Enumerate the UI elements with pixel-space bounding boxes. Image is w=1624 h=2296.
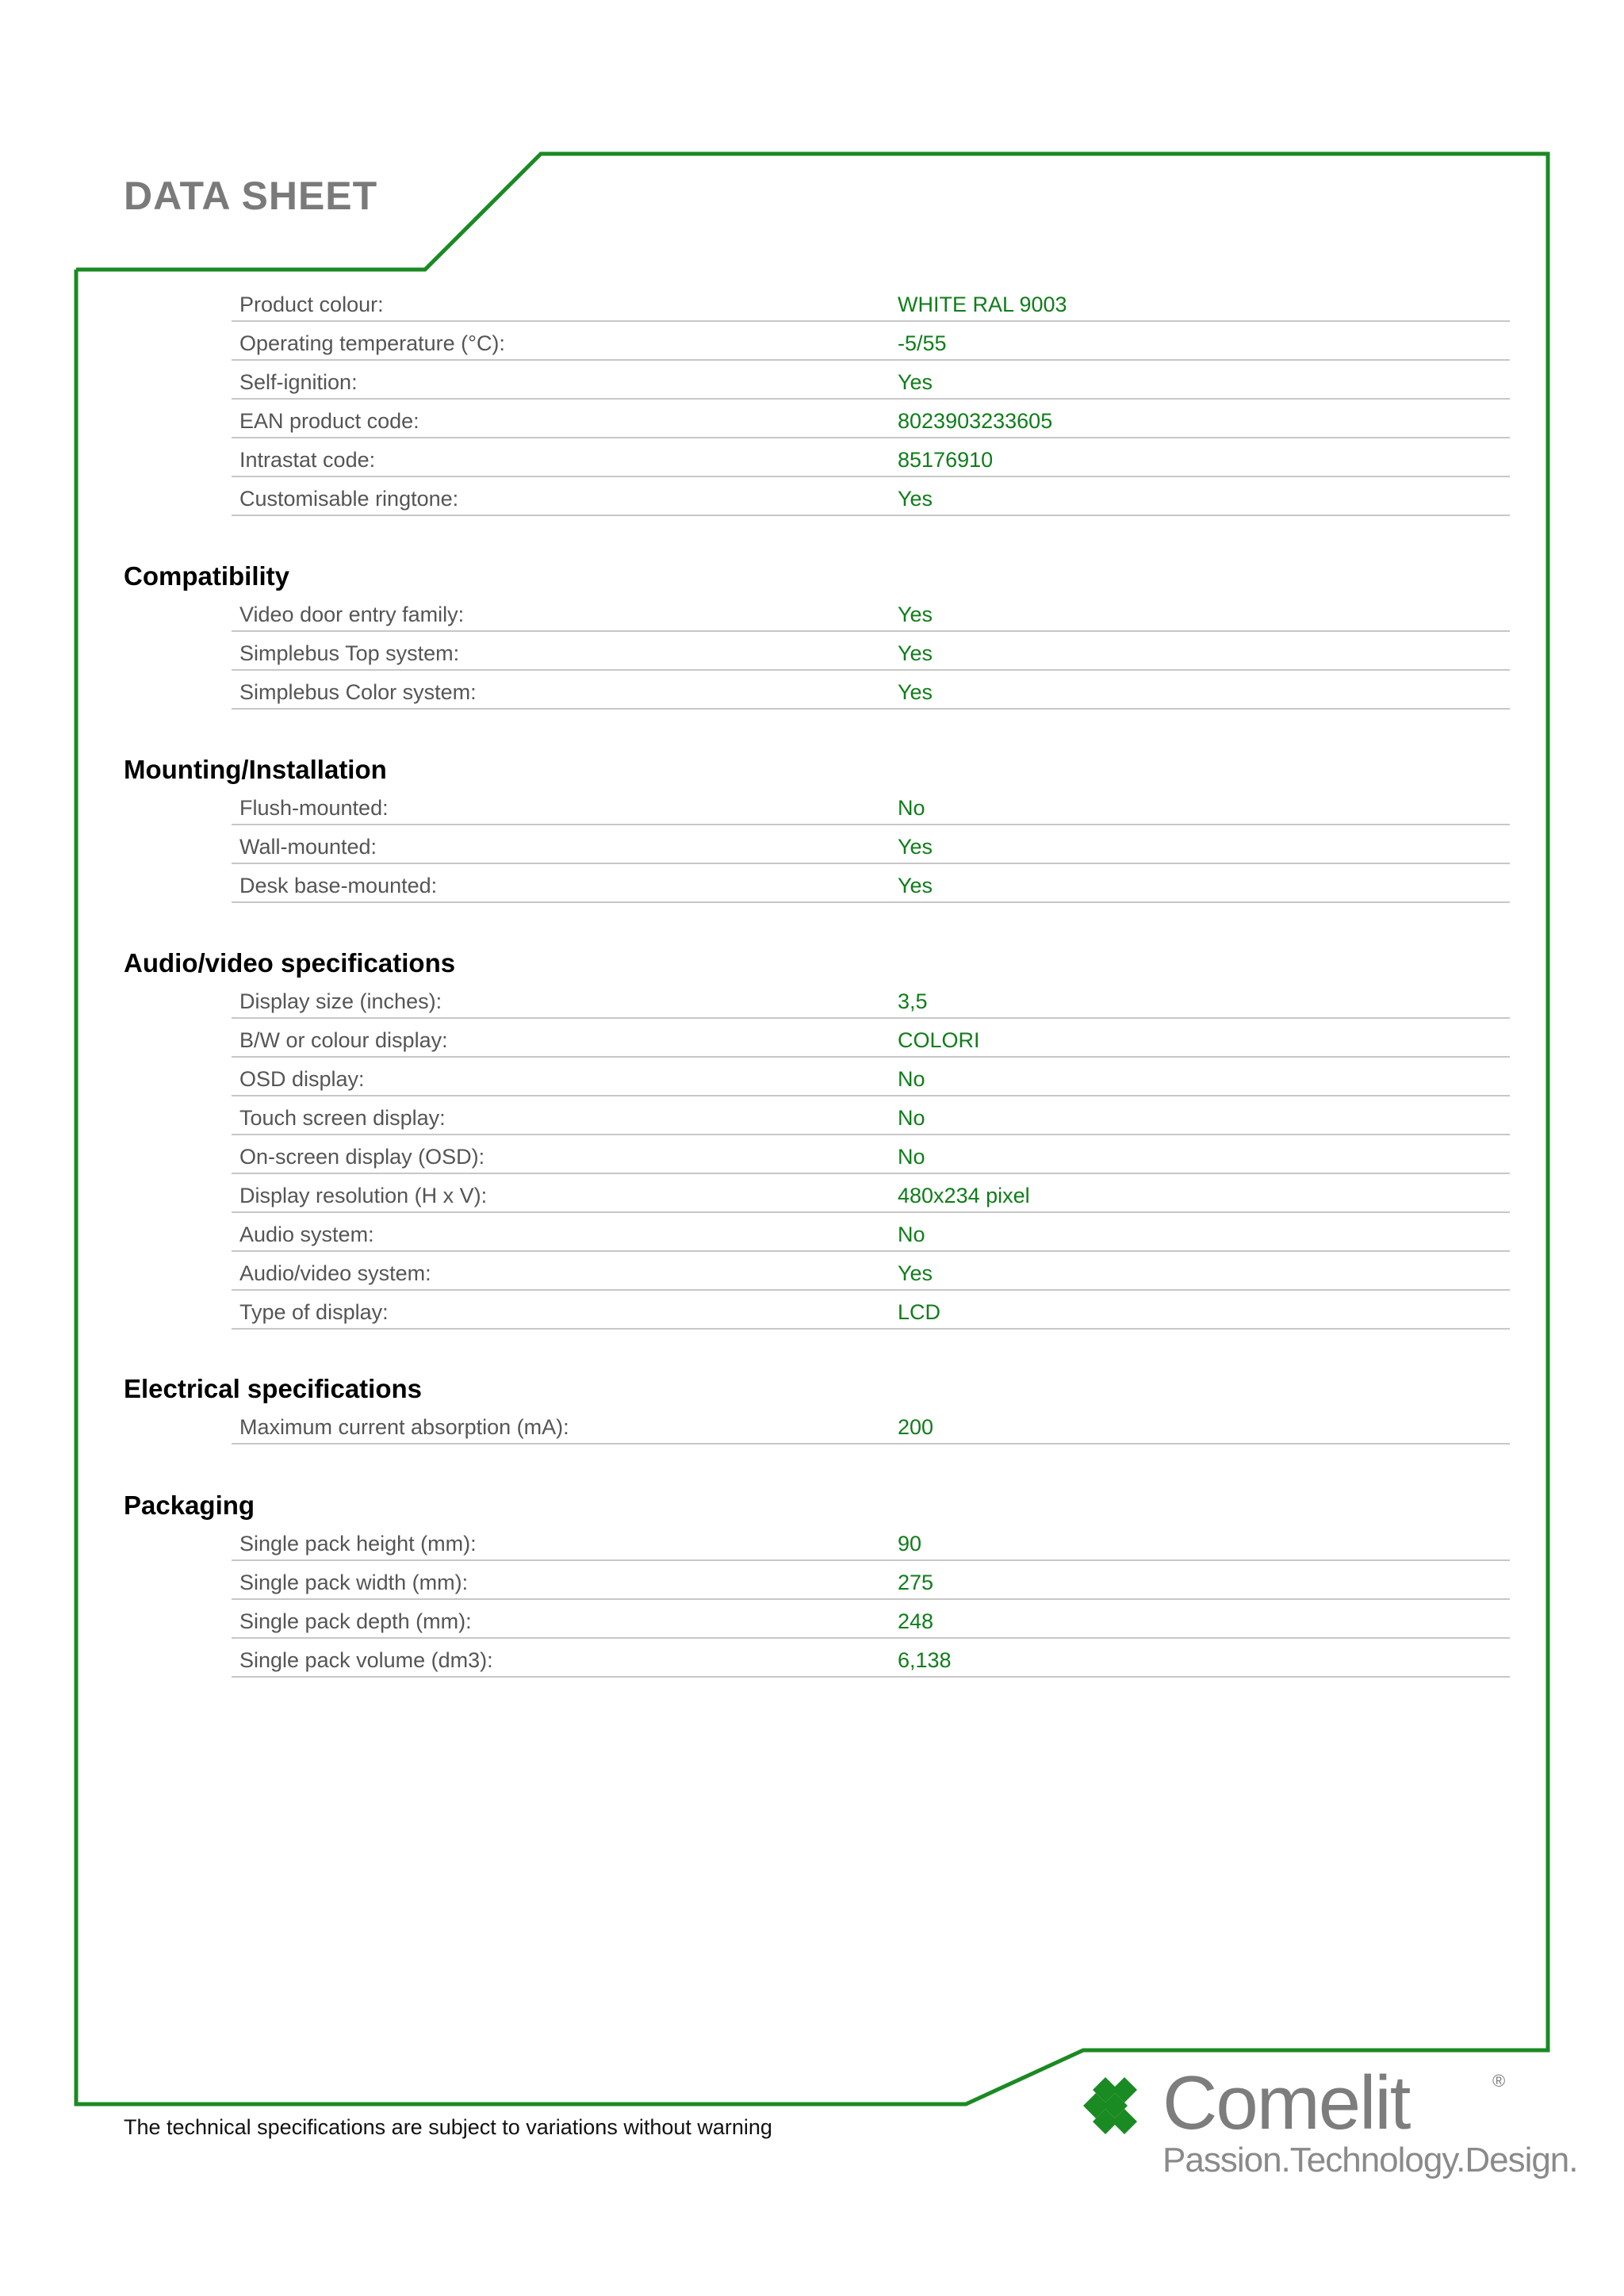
spec-value: 480x234 pixel <box>898 1184 1030 1207</box>
spec-value: WHITE RAL 9003 <box>898 293 1067 316</box>
spec-value: 200 <box>898 1415 934 1439</box>
spec-value: COLORI <box>898 1028 980 1052</box>
section-heading: Packaging <box>124 1490 255 1520</box>
spec-row <box>232 283 1510 322</box>
spec-label: Wall-mounted: <box>239 835 377 859</box>
section-heading: Compatibility <box>124 561 290 591</box>
spec-label: Intrastat code: <box>239 448 376 472</box>
spec-value: No <box>898 1223 925 1246</box>
spec-label: Simplebus Color system: <box>239 680 477 704</box>
spec-value: -5/55 <box>898 331 947 355</box>
spec-value: Yes <box>898 680 933 704</box>
spec-row <box>232 1058 1510 1096</box>
spec-label: Single pack width (mm): <box>239 1571 469 1594</box>
spec-row <box>232 864 1510 903</box>
spec-label: Maximum current absorption (mA): <box>239 1415 569 1439</box>
spec-value: LCD <box>898 1300 941 1324</box>
spec-label: Audio system: <box>239 1223 374 1246</box>
spec-label: Desk base-mounted: <box>239 874 438 897</box>
spec-row <box>232 825 1510 864</box>
spec-row <box>232 477 1510 516</box>
spec-label: Display size (inches): <box>239 989 442 1013</box>
section-heading: Mounting/Installation <box>124 755 387 784</box>
spec-row <box>232 1096 1510 1135</box>
spec-row <box>232 1252 1510 1291</box>
spec-label: Single pack height (mm): <box>239 1532 477 1556</box>
spec-value: 90 <box>898 1532 922 1556</box>
spec-value: 85176910 <box>898 448 994 472</box>
spec-label: Customisable ringtone: <box>239 487 459 511</box>
registered-mark: ® <box>1492 2071 1506 2091</box>
spec-label: Touch screen display: <box>239 1106 446 1130</box>
spec-row <box>232 400 1510 438</box>
spec-row <box>232 671 1510 710</box>
brand-tagline: Passion.Technology.Design. <box>1162 2141 1578 2179</box>
spec-value: 8023903233605 <box>898 409 1053 433</box>
spec-value: Yes <box>898 835 933 859</box>
spec-label: Type of display: <box>239 1300 389 1324</box>
spec-row <box>232 1639 1510 1678</box>
spec-row <box>232 632 1510 671</box>
spec-row <box>232 1213 1510 1252</box>
spec-value: Yes <box>898 1261 933 1285</box>
spec-row <box>232 1174 1510 1213</box>
spec-row <box>232 1522 1510 1561</box>
spec-label: EAN product code: <box>239 409 419 433</box>
spec-label: Video door entry family: <box>239 603 465 626</box>
section-heading: Audio/video specifications <box>124 948 456 978</box>
spec-row <box>232 1600 1510 1639</box>
spec-label: OSD display: <box>239 1067 365 1091</box>
spec-label: Self-ignition: <box>239 370 358 394</box>
spec-value: No <box>898 796 925 820</box>
spec-row <box>232 1135 1510 1174</box>
spec-row <box>232 1291 1510 1330</box>
spec-value: No <box>898 1145 925 1169</box>
spec-label: Single pack depth (mm): <box>239 1609 472 1633</box>
spec-label: On-screen display (OSD): <box>239 1145 485 1169</box>
spec-row <box>232 322 1510 361</box>
spec-label: Product colour: <box>239 293 384 316</box>
spec-label: Operating temperature (°C): <box>239 331 505 355</box>
comelit-logo-icon <box>1083 2077 1159 2134</box>
spec-label: Flush-mounted: <box>239 796 389 820</box>
spec-value: 248 <box>898 1609 934 1633</box>
spec-value: Yes <box>898 874 933 897</box>
spec-value: Yes <box>898 370 933 394</box>
spec-value: No <box>898 1106 925 1130</box>
spec-row <box>232 980 1510 1019</box>
spec-value: Yes <box>898 603 933 626</box>
spec-label: B/W or colour display: <box>239 1028 448 1052</box>
spec-value: Yes <box>898 641 933 665</box>
spec-row <box>232 593 1510 632</box>
spec-row <box>232 786 1510 825</box>
spec-value: 6,138 <box>898 1648 952 1672</box>
section-heading: Electrical specifications <box>124 1374 423 1403</box>
spec-value: Yes <box>898 487 933 511</box>
footer-disclaimer: The technical specifications are subject to variations without warning <box>124 2115 772 2139</box>
spec-label: Audio/video system: <box>239 1261 431 1285</box>
spec-value: 275 <box>898 1571 934 1594</box>
spec-row <box>232 1406 1510 1445</box>
spec-label: Single pack volume (dm3): <box>239 1648 493 1672</box>
document-title: DATA SHEET <box>124 174 378 218</box>
brand-wordmark: Comelit <box>1162 2061 1410 2145</box>
spec-row <box>232 1561 1510 1600</box>
spec-label: Simplebus Top system: <box>239 641 460 665</box>
spec-value: 3,5 <box>898 989 928 1013</box>
spec-row <box>232 1019 1510 1058</box>
spec-label: Display resolution (H x V): <box>239 1184 488 1207</box>
spec-row <box>232 361 1510 400</box>
spec-row <box>232 438 1510 477</box>
spec-value: No <box>898 1067 925 1091</box>
